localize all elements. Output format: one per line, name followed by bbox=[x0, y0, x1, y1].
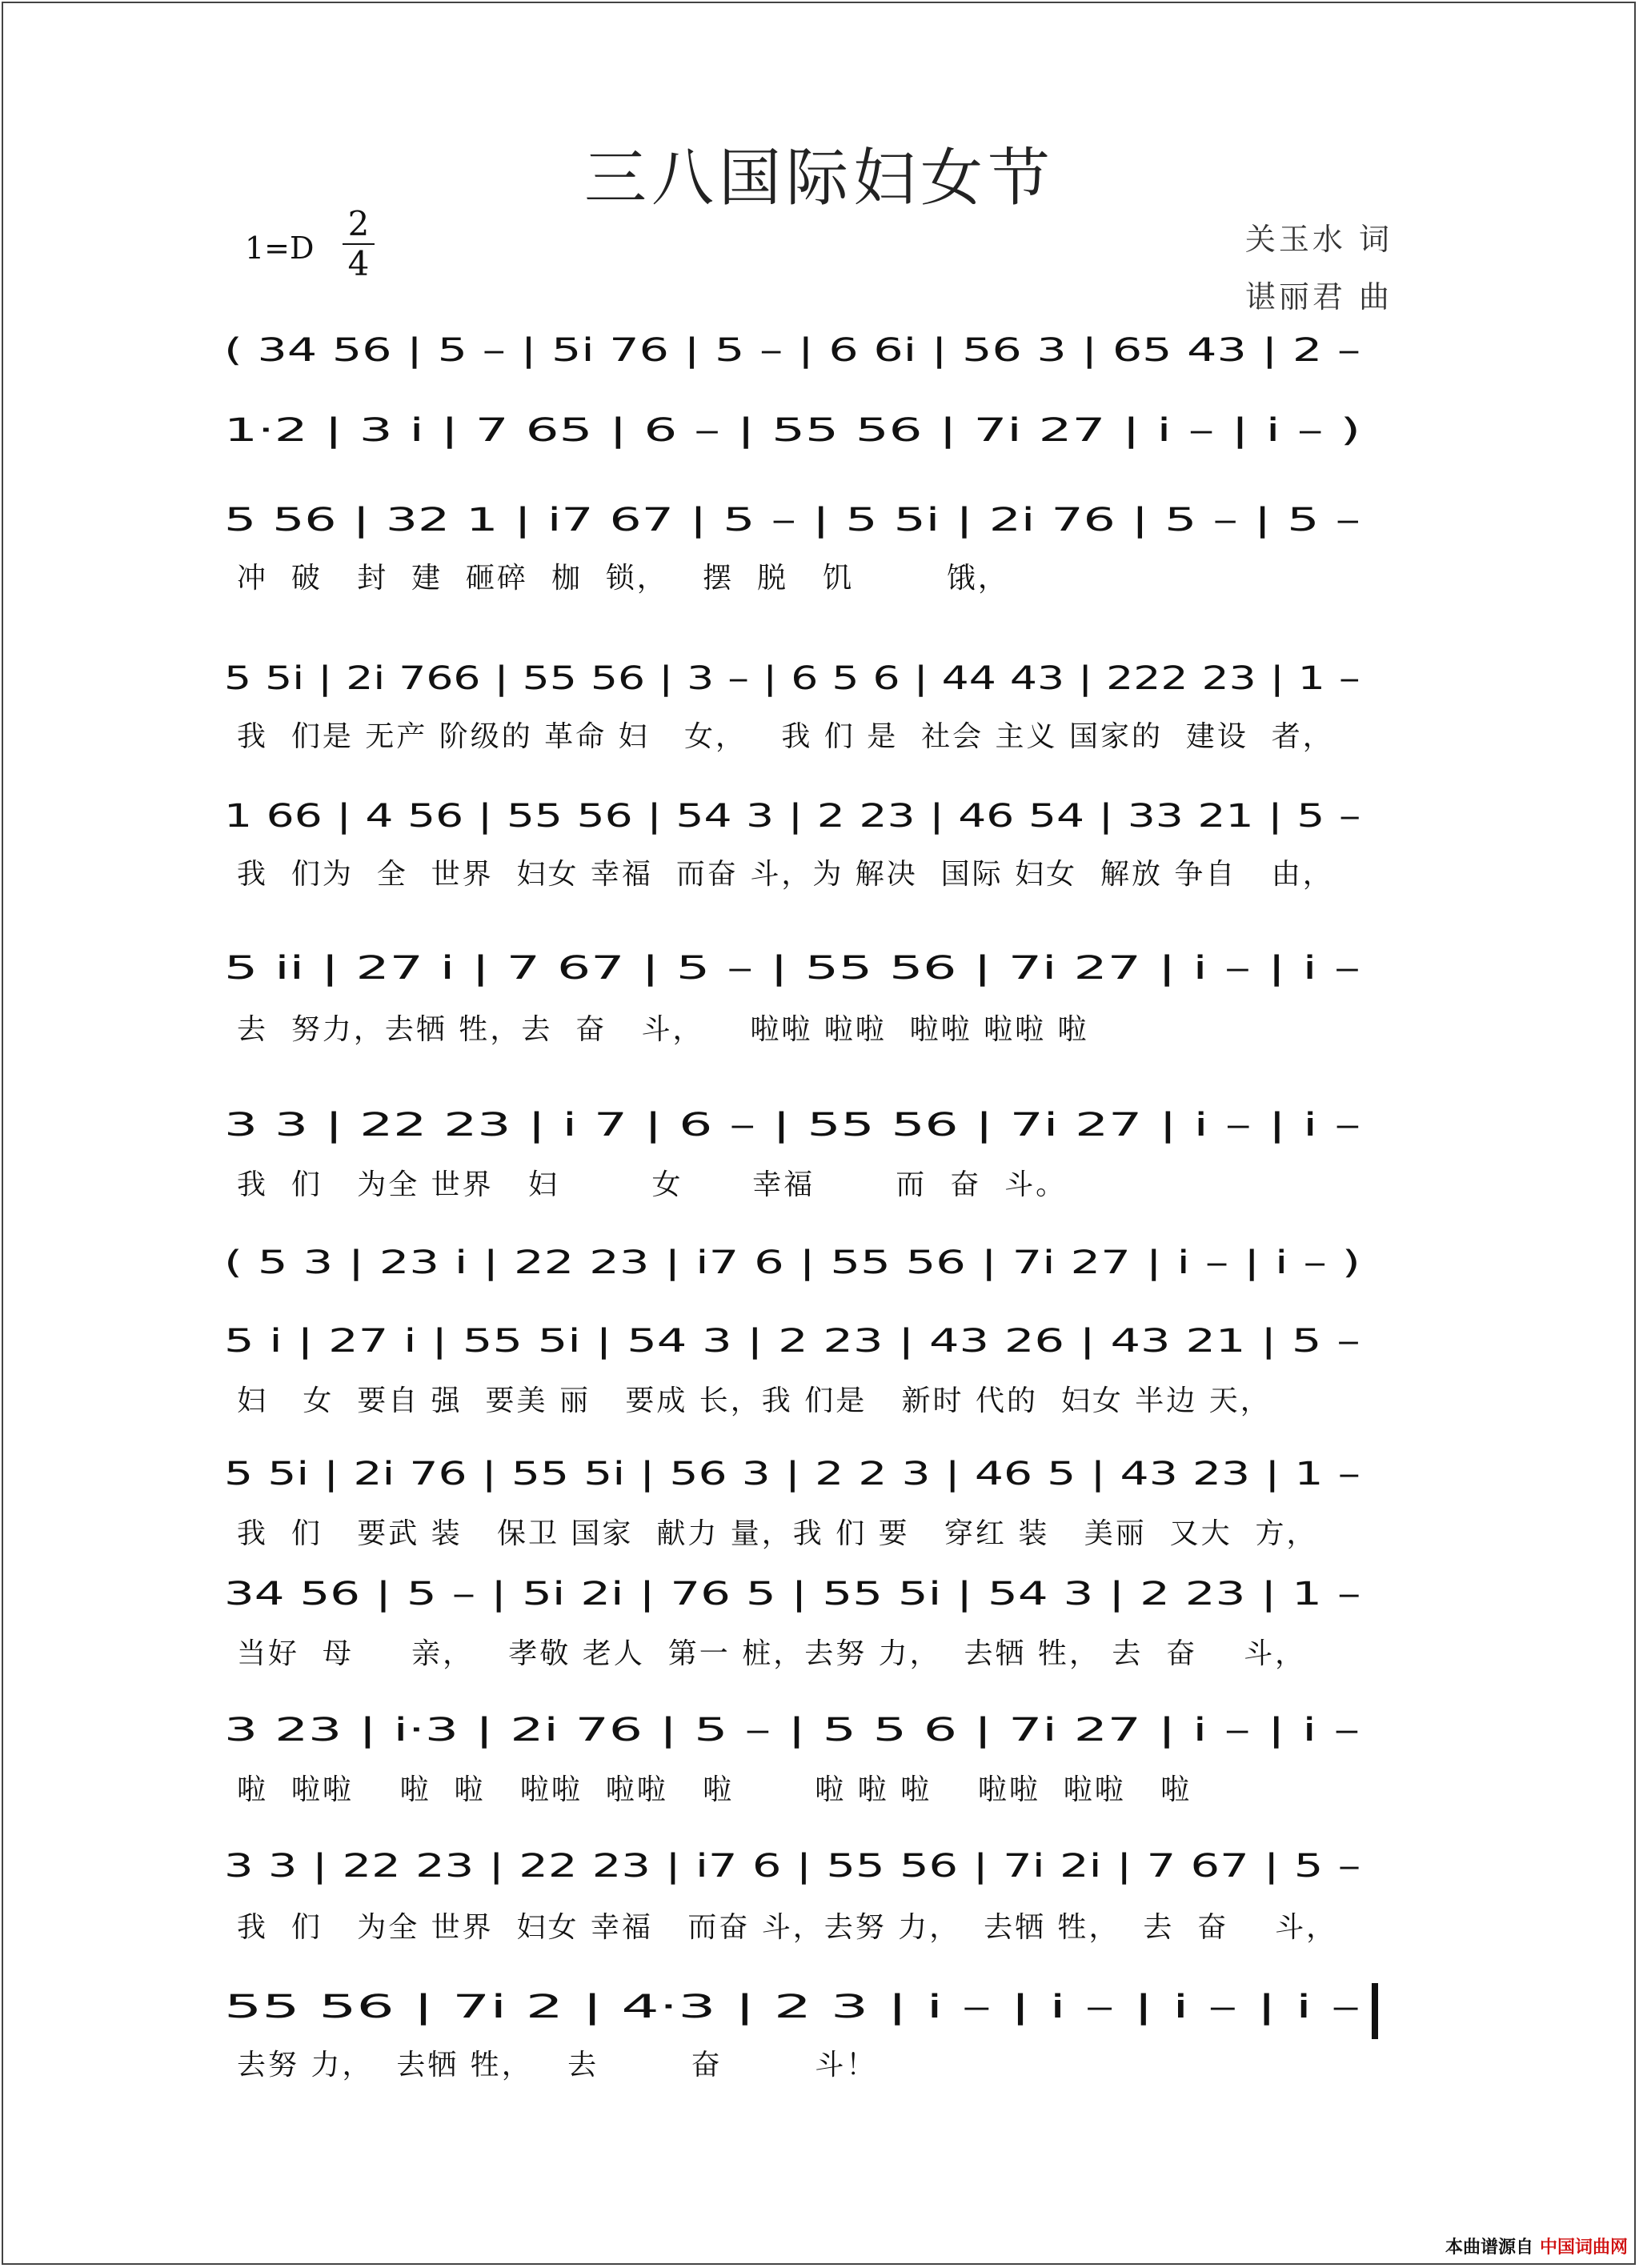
lyric-line: 我 们是 无产 阶级的 革命 妇 女， 我 们 是 社会 主义 国家的 建设 者， bbox=[237, 720, 1334, 753]
notation-line: 5 5i | 2i 76 | 55 5i | 56 3 | 2 2 3 | 46 5 | 43 23 | 1 – bbox=[224, 1456, 1360, 1493]
notation-line: 3 23 | i·3 | 2i 76 | 5 – | 5 5 6 | 7i 27 | i – | i – bbox=[224, 1712, 1360, 1749]
lyric-line: 我 们为 全 世界 妇女 幸福 而奋 斗，为 解决 国际 妇女 解放 争自 由， bbox=[237, 858, 1334, 891]
notation-line: 1 66 | 4 56 | 55 56 | 54 3 | 2 23 | 46 54 | 33 21 | 5 – bbox=[224, 798, 1361, 835]
notation-line: 3 3 | 22 23 | 22 23 | i7 6 | 55 56 | 7i 2i | 7 67 | 5 – bbox=[224, 1848, 1361, 1885]
lyricist-credit: 关玉水 词 bbox=[1244, 222, 1393, 257]
time-signature bbox=[343, 205, 375, 283]
key-signature: 1=D bbox=[245, 230, 315, 266]
lyric-line: 我 们 为全 世界 妇 女 幸福 而 奋 斗。 bbox=[237, 1168, 1068, 1201]
notation-line: 5 56 | 32 1 | i7 67 | 5 – | 5 5i | 2i 76 | 5 – | 5 – bbox=[224, 502, 1361, 539]
score-system bbox=[224, 1842, 1377, 1914]
notation-line: 3 3 | 22 23 | i 7 | 6 – | 55 56 | 7i 27 | i – | i – bbox=[224, 1107, 1361, 1144]
notation-line: 5 ii | 27 i | 7 67 | 5 – | 55 56 | 7i 27 | i – | i – bbox=[224, 950, 1361, 987]
notation-line: ( 5 3 | 23 i | 22 23 | i7 6 | 55 56 | 7i 27 | i – | i – ) bbox=[224, 1244, 1360, 1281]
lyric-line: 当好 母 亲， 孝敬 老人 第一 桩，去努 力， 去牺 牲， 去 奋 斗， bbox=[237, 1637, 1307, 1670]
source-label: 本曲谱源自 bbox=[1445, 2238, 1533, 2258]
notation-line: 34 56 | 5 – | 5i 2i | 76 5 | 55 5i | 54 3 | 2 23 | 1 – bbox=[224, 1576, 1361, 1613]
lyric-line: 啦 啦啦 啦 啦 啦啦 啦啦 啦 啦 啦 啦 啦啦 啦啦 啦 bbox=[237, 1773, 1192, 1806]
notation-line: 55 56 | 7i 2 | 4·3 | 2 3 | i – | i – | i – | i – bbox=[224, 1989, 1361, 2026]
source-brand: 中国词曲网 bbox=[1539, 2238, 1628, 2258]
notation-line: 1·2 | 3 i | 7 65 | 6 – | 55 56 | 7i 27 | i – | i – ) bbox=[224, 412, 1361, 449]
score-system bbox=[224, 407, 1377, 479]
score-system bbox=[224, 1239, 1377, 1311]
lyric-line: 冲 破 封 建 砸碎 枷 锁， 摆 脱 饥 饿， bbox=[237, 562, 1009, 595]
composer-credit: 谌丽君 曲 bbox=[1244, 279, 1393, 315]
lyric-line: 妇 女 要自 强 要美 丽 要成 长，我 们是 新时 代的 妇女 半边 天， bbox=[237, 1384, 1272, 1417]
lyric-line: 我 们 为全 世界 妇女 幸福 而奋 斗，去努 力， 去牺 牲， 去 奋 斗， bbox=[237, 1911, 1338, 1944]
notation-line: 5 5i | 2i 766 | 55 56 | 3 – | 6 5 6 | 44 43 | 222 23 | 1 – bbox=[224, 660, 1360, 697]
score-system bbox=[224, 944, 1377, 1016]
lyric-line: 去努 力， 去牺 牲， 去 奋 斗！ bbox=[237, 2049, 878, 2082]
source-footer bbox=[1445, 2234, 1628, 2258]
final-barline bbox=[1372, 1983, 1378, 2039]
song-title: 三八国际妇女节 bbox=[583, 142, 1055, 214]
lyric-line: 我 们 要武 装 保卫 国家 献力 量，我 们 要 穿红 装 美丽 又大 方， bbox=[237, 1517, 1318, 1550]
score-system bbox=[224, 327, 1377, 399]
notation-line: ( 34 56 | 5 – | 5i 76 | 5 – | 6 6i | 56 3 | 65 43 | 2 – bbox=[224, 332, 1361, 369]
notation-line: 5 i | 27 i | 55 5i | 54 3 | 2 23 | 43 26 | 43 21 | 5 – bbox=[224, 1323, 1360, 1360]
time-signature-top: 2 bbox=[343, 205, 375, 245]
lyric-line: 去 努力，去牺 牲，去 奋 斗， 啦啦 啦啦 啦啦 啦啦 啦 bbox=[237, 1013, 1089, 1046]
time-signature-bottom: 4 bbox=[347, 244, 370, 283]
